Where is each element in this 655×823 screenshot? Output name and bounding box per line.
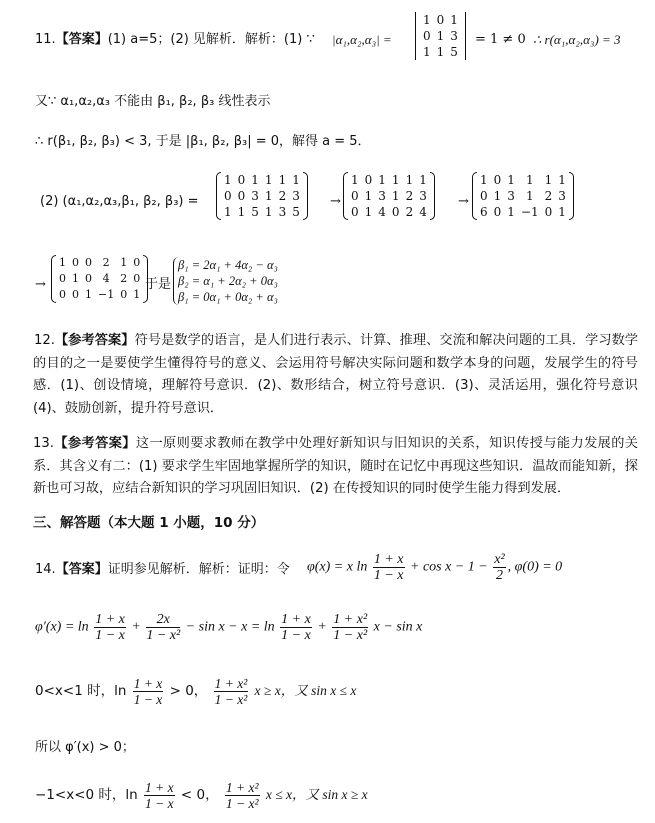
q13-text: 这一原则要求教师在教学中处理好新知识与旧知识的关系，知识传授与能力发展的关系．其含义有二：(1) 要求学生牢固地掌握所学的知识，随时在记忆中再现这些知识．温故而能知新，探新也可习故，应结合新知识的学习巩固旧知识．(2) 在传授知识的同时使学生能力得到发展．	[33, 436, 639, 497]
matrix4-cell: 0	[59, 272, 66, 285]
q11-det-label: |α₁,α₂,α₃| =	[332, 32, 392, 47]
q14-number: 14.	[35, 562, 56, 577]
beta-system	[173, 257, 278, 305]
q13-paragraph	[33, 433, 638, 501]
matrix2-cell: 1	[351, 173, 359, 187]
matrix1-cell: 1	[264, 173, 273, 187]
matrix3-cell: −1	[520, 205, 539, 219]
arrow-1: →	[330, 194, 341, 209]
matrix1-cell: 0	[237, 173, 246, 187]
q14-case2: −1<x<0 时，ln $\frac{1 + x}{1 - x}$ < 0， $\frac{\text{1 + x²}}{\text{1 − x²}}$ x ≤ x，又 sin x ≥ x	[35, 780, 368, 811]
matrix4-cell: 4	[102, 272, 110, 285]
matrix3-cell: 1	[507, 173, 515, 187]
det-cell: 0	[423, 29, 431, 43]
matrix4-cell: 0	[120, 288, 128, 301]
q11-determinant	[415, 12, 466, 60]
matrix3-cell: 1	[525, 189, 534, 203]
matrix3-row	[477, 172, 569, 188]
matrix4-cell: 0	[85, 256, 92, 269]
matrix1-row	[221, 188, 303, 204]
matrix2-cell: 0	[391, 205, 400, 219]
matrix2-cell: 1	[419, 173, 427, 187]
det-cell: 1	[423, 13, 431, 27]
q11-tag: 【答案】	[55, 32, 108, 47]
yushi-label: 于是	[145, 277, 172, 292]
matrix1-cell: 1	[264, 205, 273, 219]
matrix3-row	[477, 204, 569, 220]
matrix2-row	[348, 188, 430, 204]
q13-tag: 【参考答案】	[53, 436, 136, 451]
matrix2-row	[348, 204, 430, 220]
matrix4-cell: 0	[133, 256, 141, 269]
q12-text: 符号是数学的语言，是人们进行表示、计算、推理、交流和解决问题的工具．学习数学的目的之一是要使学生懂得符号的意义、会运用符号解决实际问题和数学本身的问题，发展学生的符号感．(1)、创设情境，理解符号意识．(2)、数形结合，树立符号意识．(3)、灵活运用，强化符号意识 (4)、鼓励创新，提升符号意识．	[33, 333, 639, 416]
matrix3-row	[477, 188, 569, 204]
matrix1-cell: 1	[251, 173, 259, 187]
beta-eq-3: β₁ = 0α₁ + 0α₂ + α₃	[178, 290, 278, 304]
q12-number: 12.	[34, 333, 55, 348]
matrix1-cell: 1	[264, 189, 273, 203]
q11-rank: ∴ r(α₁,α₂,α₃) = 3	[533, 32, 621, 47]
matrix1-cell: 0	[237, 189, 246, 203]
matrix2-cell: 3	[419, 189, 427, 203]
matrix-4	[51, 255, 148, 303]
matrix4-cell: 0	[72, 256, 79, 269]
q14-tag: 【答案】	[55, 562, 108, 577]
q11-line2: 又∵ α₁,α₂,α₃ 不能由 β₁, β₂, β₃ 线性表示	[35, 94, 271, 109]
matrix4-cell: 2	[120, 272, 128, 285]
q12-paragraph	[33, 330, 638, 420]
matrix3-cell: 3	[558, 189, 566, 203]
matrix2-row	[348, 172, 430, 188]
matrix3-cell: 2	[544, 189, 553, 203]
matrix4-row	[56, 255, 143, 271]
matrix2-cell: 2	[405, 205, 414, 219]
det-cell: 0	[436, 13, 445, 27]
matrix4-cell: 1	[85, 288, 92, 301]
q11-number: 11.	[35, 32, 56, 47]
matrix4-cell: 0	[85, 272, 92, 285]
q14-intro: 证明参见解析．解析：证明：令	[107, 562, 290, 577]
matrix1-row	[221, 172, 303, 188]
matrix4-cell: 1	[59, 256, 66, 269]
matrix1-cell: 3	[292, 189, 300, 203]
matrix4-cell: 0	[133, 272, 141, 285]
matrix1-cell: 1	[278, 173, 287, 187]
q13-number: 13.	[33, 436, 54, 451]
matrix3-cell: 1	[544, 173, 553, 187]
det-cell: 3	[450, 29, 458, 43]
q12-tag: 【参考答案】	[54, 333, 135, 348]
matrix4-cell: −1	[98, 288, 115, 301]
matrix3-cell: 1	[525, 173, 534, 187]
matrix3-cell: 6	[480, 205, 488, 219]
matrix4-cell: 2	[102, 256, 110, 269]
det-cell: 1	[436, 29, 445, 43]
matrix1-cell: 3	[278, 205, 287, 219]
matrix1-cell: 5	[292, 205, 300, 219]
matrix2-cell: 0	[351, 189, 359, 203]
section-heading: 三、解答题（本大题 1 小题，10 分）	[33, 515, 265, 531]
q11-det-result: = 1 ≠ 0	[475, 32, 526, 47]
matrix2-cell: 0	[364, 173, 373, 187]
matrix1-cell: 1	[292, 173, 300, 187]
q14-derivative: φ′(x) = ln $\frac{1 + x}{1 - x}$ + $\frac{2x}{\text{1 − x²}}$ − sin x − x = ln $\frac{1 + x}{1 - x}$ + $\frac{\text{1 + x²}}{\text{1 − x²}}$ x − sin x	[35, 612, 423, 643]
arrow-2: →	[458, 194, 469, 209]
matrix1-cell: 1	[224, 205, 232, 219]
matrix4-row	[56, 271, 143, 287]
matrix2-cell: 1	[364, 205, 373, 219]
det-row	[420, 12, 461, 28]
matrix3-cell: 0	[493, 205, 502, 219]
matrix4-cell: 1	[72, 272, 79, 285]
matrix3-cell: 0	[480, 189, 488, 203]
matrix2-cell: 2	[405, 189, 414, 203]
matrix2-cell: 4	[419, 205, 427, 219]
q11-answer: (1) a=5；(2) 见解析．解析：(1) ∵	[107, 32, 315, 47]
matrix2-cell: 4	[378, 205, 386, 219]
matrix4-cell: 1	[120, 256, 128, 269]
matrix2-cell: 1	[378, 173, 386, 187]
beta-eq-2: β₂ = α₁ + 2α₂ + 0α₃	[178, 274, 278, 288]
matrix1-cell: 1	[237, 205, 246, 219]
matrix-3	[472, 172, 574, 220]
beta-eq-1: β₁ = 2α₁ + 4α₂ − α₃	[178, 258, 278, 272]
q14-therefore: 所以 φ′(x) > 0；	[35, 740, 135, 755]
q11-line3: ∴ r(β₁, β₂, β₃) < 3, 于是 |β₁, β₂, β₃| = 0，解得 a = 5．	[35, 134, 371, 149]
matrix3-cell: 1	[507, 205, 515, 219]
matrix2-cell: 0	[351, 205, 359, 219]
arrow-3: →	[35, 277, 46, 292]
matrix3-cell: 1	[480, 173, 488, 187]
matrix2-cell: 1	[405, 173, 414, 187]
det-row	[420, 28, 461, 44]
q11-part2-label: (2) (α₁,α₂,α₃,β₁, β₂, β₃) =	[40, 194, 199, 209]
matrix3-cell: 0	[544, 205, 553, 219]
matrix1-cell: 1	[224, 173, 232, 187]
matrix1-cell: 3	[251, 189, 259, 203]
matrix2-cell: 1	[391, 189, 400, 203]
matrix3-cell: 0	[493, 173, 502, 187]
matrix2-cell: 3	[378, 189, 386, 203]
matrix4-cell: 0	[59, 288, 66, 301]
det-cell: 1	[436, 45, 445, 59]
matrix-1	[216, 172, 308, 220]
det-cell: 5	[450, 45, 458, 59]
matrix3-cell: 1	[493, 189, 502, 203]
matrix1-cell: 2	[278, 189, 287, 203]
matrix4-cell: 1	[133, 288, 141, 301]
matrix1-cell: 5	[251, 205, 259, 219]
matrix-2	[343, 172, 435, 220]
det-cell: 1	[423, 45, 431, 59]
matrix2-cell: 1	[364, 189, 373, 203]
phi-definition: φ(x) = x ln $\frac{1 + x}{1 - x}$ + cos x − 1 − $\frac{\text{x²}}{2}$ , φ(0) = 0	[307, 552, 563, 583]
matrix1-row	[221, 204, 303, 220]
q14-case1: 0<x<1 时，ln $\frac{1 + x}{1 - x}$ > 0， $\frac{\text{1 + x²}}{\text{1 − x²}}$ x ≥ x，又 sin x ≤ x	[35, 676, 357, 707]
matrix3-cell: 1	[558, 173, 566, 187]
matrix3-cell: 3	[507, 189, 515, 203]
matrix1-cell: 0	[224, 189, 232, 203]
det-row	[420, 44, 461, 60]
matrix4-cell: 0	[72, 288, 79, 301]
matrix2-cell: 1	[391, 173, 400, 187]
det-cell: 1	[450, 13, 458, 27]
matrix4-row	[56, 287, 143, 303]
matrix3-cell: 1	[558, 205, 566, 219]
